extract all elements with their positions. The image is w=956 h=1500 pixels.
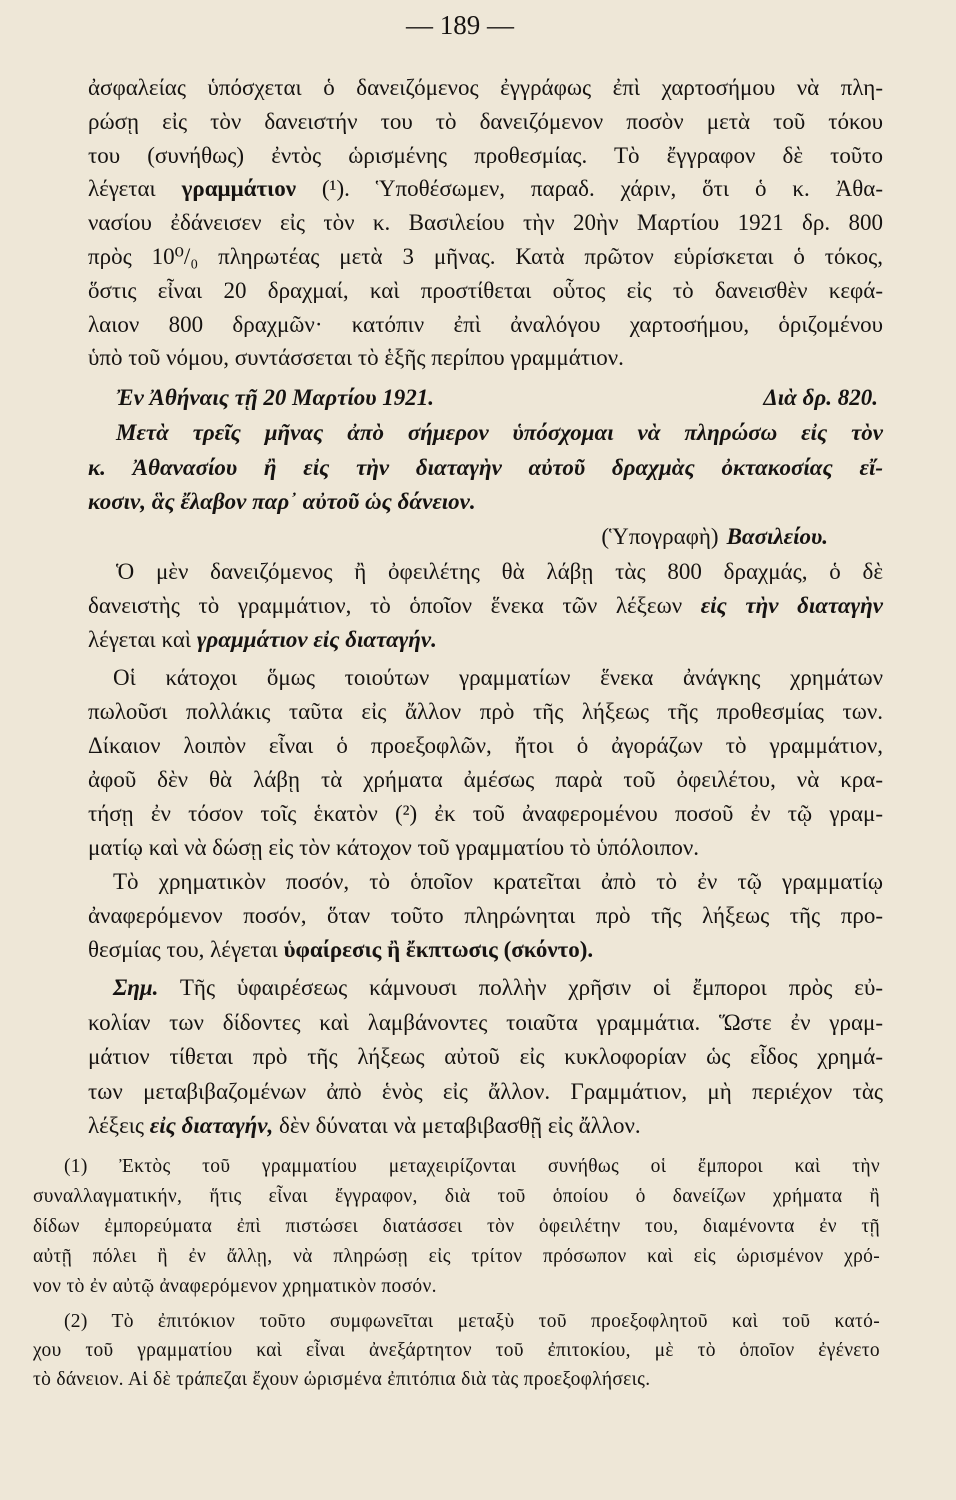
- text-run: λέγεται καὶ: [88, 627, 197, 652]
- text-run: δὲν δύναται νὰ μεταβιβασθῇ εἰς ἄλλον.: [273, 1113, 641, 1138]
- text-line: [88, 274, 883, 308]
- text-run: πρὸς 10⁰/₀ πληρωτέας μετὰ 3 μῆνας. Κατὰ πρῶτον εὑρίσκεται ὁ τόκος,: [88, 243, 883, 269]
- signature-name: Βασιλείου.: [726, 524, 828, 549]
- text-line: [88, 589, 883, 623]
- emphasized-text: κοσιν, ἃς ἔλαβον παρ᾽ αὐτοῦ ὡς δάνειον.: [88, 489, 476, 514]
- text-line: [88, 206, 883, 240]
- paragraph-continued: [88, 71, 883, 375]
- text-run: θεσμίας του, λέγεται: [88, 937, 284, 962]
- text-line: [88, 623, 883, 657]
- note-date: Ἐν Ἀθήναις τῇ 20 Μαρτίου 1921.: [116, 385, 434, 410]
- footnote-1: [33, 1152, 880, 1302]
- text-run: ματίῳ καὶ νὰ δώσῃ εἰς τὸν κάτοχον τοῦ γραμματίου τὸ ὑπόλοιπον.: [88, 835, 700, 860]
- text-line: [88, 971, 883, 1006]
- text-run: λέγεται: [88, 176, 182, 202]
- text-line: [33, 1272, 880, 1302]
- text-line: [88, 308, 883, 342]
- emphasized-text: γραμμάτιον εἰς διαταγήν.: [196, 627, 437, 652]
- emphasized-text: Σημ.: [113, 975, 159, 1000]
- text-line: [88, 831, 883, 865]
- text-line: [88, 1109, 883, 1144]
- text-line: [33, 1365, 880, 1394]
- page-number: — 189 —: [406, 10, 514, 40]
- text-run: ἀναφερόμενον ποσόν, ὅταν τοῦτο πληρώνηται πρὸ τῆς λήξεως τῆς προ-: [88, 903, 883, 928]
- emphasized-text: εἰς τὴν διαταγὴν: [700, 593, 883, 618]
- text-line: [88, 695, 883, 729]
- text-run: συναλλαγματικήν, ἥτις εἶναι ἔγγραφον, διὰ τοῦ ὁποίου ὁ δανείζων χρήματα ἢ: [33, 1186, 880, 1207]
- paragraph-holders: [88, 661, 883, 865]
- emphasized-text: γραμμάτιον: [181, 176, 296, 202]
- text-line: [88, 240, 883, 274]
- text-line: [33, 1212, 880, 1242]
- text-run: Ὁ μὲν δανειζόμενος ἢ ὀφειλέτης θὰ λάβῃ τὰς 800 δραχμάς, ὁ δὲ: [116, 559, 883, 584]
- text-run: Οἱ κάτοχοι ὅμως τοιούτων γραμματίων ἕνεκα ἀνάγκης χρημάτων: [113, 665, 883, 690]
- paragraph-debtor-creditor: [88, 555, 883, 657]
- text-line: [88, 933, 883, 967]
- emphasized-text: κ. Ἀθανασίου ἢ εἰς τὴν διαταγὴν αὐτοῦ δραχμὰς ὀκτακοσίας εἴ-: [88, 454, 883, 480]
- text-line: [88, 139, 883, 173]
- text-line: [88, 71, 883, 105]
- text-run: ὅστις εἶναι 20 δραχμαί, καὶ προστίθεται οὗτος εἰς τὸ δανεισθὲν κεφά-: [88, 277, 883, 303]
- text-run: Δίκαιον λοιπὸν εἶναι ὁ προεξοφλῶν, ἤτοι ὁ ἀγοράζων τὸ γραμμάτιον,: [88, 733, 883, 758]
- signature-label: (Ὑπογραφὴ): [601, 524, 719, 549]
- text-line: [88, 661, 883, 695]
- text-run: (2) Τὸ ἐπιτόκιον τοῦτο συμφωνεῖται μεταξὺ τοῦ προεξοφλητοῦ καὶ τοῦ κατό-: [64, 1311, 880, 1332]
- note-amount: Διὰ δρ. 820.: [763, 385, 878, 410]
- emphasized-text: εἰς διαταγήν,: [149, 1113, 274, 1138]
- text-line: [88, 899, 883, 933]
- text-run: Τῆς ὑφαιρέσεως κάμνουσι πολλὴν χρῆσιν οἱ ἔμποροι πρὸς εὐ-: [158, 975, 883, 1000]
- text-run: ἀσφαλείας ὑπόσχεται ὁ δανειζόμενος ἐγγράφως ἐπὶ χαρτοσήμου νὰ πλη-: [88, 75, 883, 100]
- paragraph-remark: [88, 971, 883, 1144]
- promissory-note-text: [88, 416, 883, 520]
- text-line: [33, 1336, 880, 1365]
- text-run: ὑπὸ τοῦ νόμου, συντάσσεται τὸ ἑξῆς περίπου γραμμάτιον.: [88, 345, 624, 371]
- promissory-note-signature: [88, 520, 883, 554]
- text-line: [88, 451, 883, 486]
- text-line: [33, 1152, 880, 1182]
- text-run: (¹). Ὑποθέσωμεν, παραδ. χάριν, ὅτι ὁ κ. Ἀθα-: [295, 176, 883, 202]
- text-run: Τὸ χρηματικὸν ποσόν, τὸ ὁποῖον κρατεῖται ἀπὸ τὸ ἐν τῷ γραμματίῳ: [113, 869, 883, 894]
- text-line: [88, 763, 883, 797]
- text-run: των μεταβιβαζομένων ἀπὸ ἑνὸς εἰς ἄλλον. Γραμμάτιον, μὴ περιέχον τὰς: [88, 1078, 883, 1104]
- text-run: (1) Ἐκτὸς τοῦ γραμματίου μεταχειρίζονται συνήθως οἱ ἔμποροι καὶ τὴν: [64, 1156, 880, 1177]
- text-line: [88, 555, 883, 589]
- text-run: μάτιον τίθεται πρὸ τῆς λήξεως αὐτοῦ εἰς κυκλοφορίαν ὡς εἶδος χρημά-: [88, 1044, 883, 1069]
- text-run: δίδων ἐμπορεύματα ἐπὶ πιστώσει διατάσσει τὸν ὀφειλέτην του, διαμένοντα ἐν τῇ: [33, 1216, 880, 1237]
- text-run: λέξεις: [88, 1113, 150, 1138]
- text-run: νον τὸ ἐν αὐτῷ ἀναφερόμενον χρηματικὸν ποσόν.: [33, 1276, 437, 1297]
- text-line: [88, 865, 883, 899]
- text-line: [88, 729, 883, 763]
- text-line: [88, 485, 883, 520]
- paragraph-discount: [88, 865, 883, 967]
- text-run: τήσῃ ἐν τόσον τοῖς ἑκατὸν (²) ἐκ τοῦ ἀναφερομένου ποσοῦ ἐν τῷ γραμ-: [88, 801, 883, 826]
- text-line: [88, 1040, 883, 1075]
- text-run: χου τοῦ γραμματίου καὶ εἶναι ἀνεξάρτητον τοῦ ἐπιτοκίου, μὲ τὸ ὁποῖον ἐγένετο: [33, 1340, 880, 1361]
- text-line: [88, 416, 883, 451]
- text-run: ἀφοῦ δὲν θὰ λάβῃ τὰ χρήματα ἀμέσως παρὰ τοῦ ὀφειλέτου, νὰ κρα-: [88, 767, 883, 792]
- text-line: [88, 1075, 883, 1110]
- text-line: [88, 341, 883, 375]
- text-line: [88, 1006, 883, 1041]
- text-line: [33, 1182, 880, 1212]
- text-run: αὐτῇ πόλει ἢ ἐν ἄλλῃ, νὰ πληρώσῃ εἰς τρίτον πρόσωπον καὶ εἰς ὡρισμένον χρό-: [33, 1246, 880, 1267]
- text-line: [33, 1242, 880, 1272]
- text-line: [88, 797, 883, 831]
- text-run: νασίου ἐδάνεισεν εἰς τὸν κ. Βασιλείου τὴν 20ὴν Μαρτίου 1921 δρ. 800: [88, 210, 883, 236]
- text-run: λαιον 800 δραχμῶν· κατόπιν ἐπὶ ἀναλόγου χαρτοσήμου, ὁριζομένου: [88, 311, 883, 337]
- emphasized-text: ὑφαίρεσις ἢ ἔκπτωσις (σκόντο).: [283, 937, 594, 962]
- text-line: [88, 105, 883, 139]
- emphasized-text: Μετὰ τρεῖς μῆνας ἀπὸ σήμερον ὑπόσχομαι νὰ πληρώσω εἰς τὸν: [116, 420, 883, 445]
- text-run: πωλοῦσι πολλάκις ταῦτα εἰς ἄλλον πρὸ τῆς λήξεως τῆς προθεσμίας των.: [88, 699, 883, 724]
- footnote-2: [33, 1307, 880, 1394]
- text-run: κολίαν των δίδοντες καὶ λαμβάνοντες τοιαῦτα γραμμάτια. Ὥστε ἐν γραμ-: [88, 1009, 883, 1035]
- text-line: [88, 172, 883, 206]
- text-run: του (συνήθως) ἐντὸς ὡρισμένης προθεσμίας. Τὸ ἔγγραφον δὲ τοῦτο: [88, 142, 883, 168]
- text-run: ρώσῃ εἰς τὸν δανειστήν του τὸ δανειζόμενον ποσὸν μετὰ τοῦ τόκου: [88, 108, 883, 134]
- text-run: τὸ δάνειον. Αἱ δὲ τράπεζαι ἔχουν ὡρισμένα ἐπιτόπια διὰ τὰς προεξοφλήσεις.: [33, 1369, 651, 1390]
- text-run: δανειστὴς τὸ γραμμάτιον, τὸ ὁποῖον ἕνεκα τῶν λέξεων: [88, 593, 701, 618]
- text-line: [33, 1307, 880, 1336]
- promissory-note-heading: [88, 381, 883, 415]
